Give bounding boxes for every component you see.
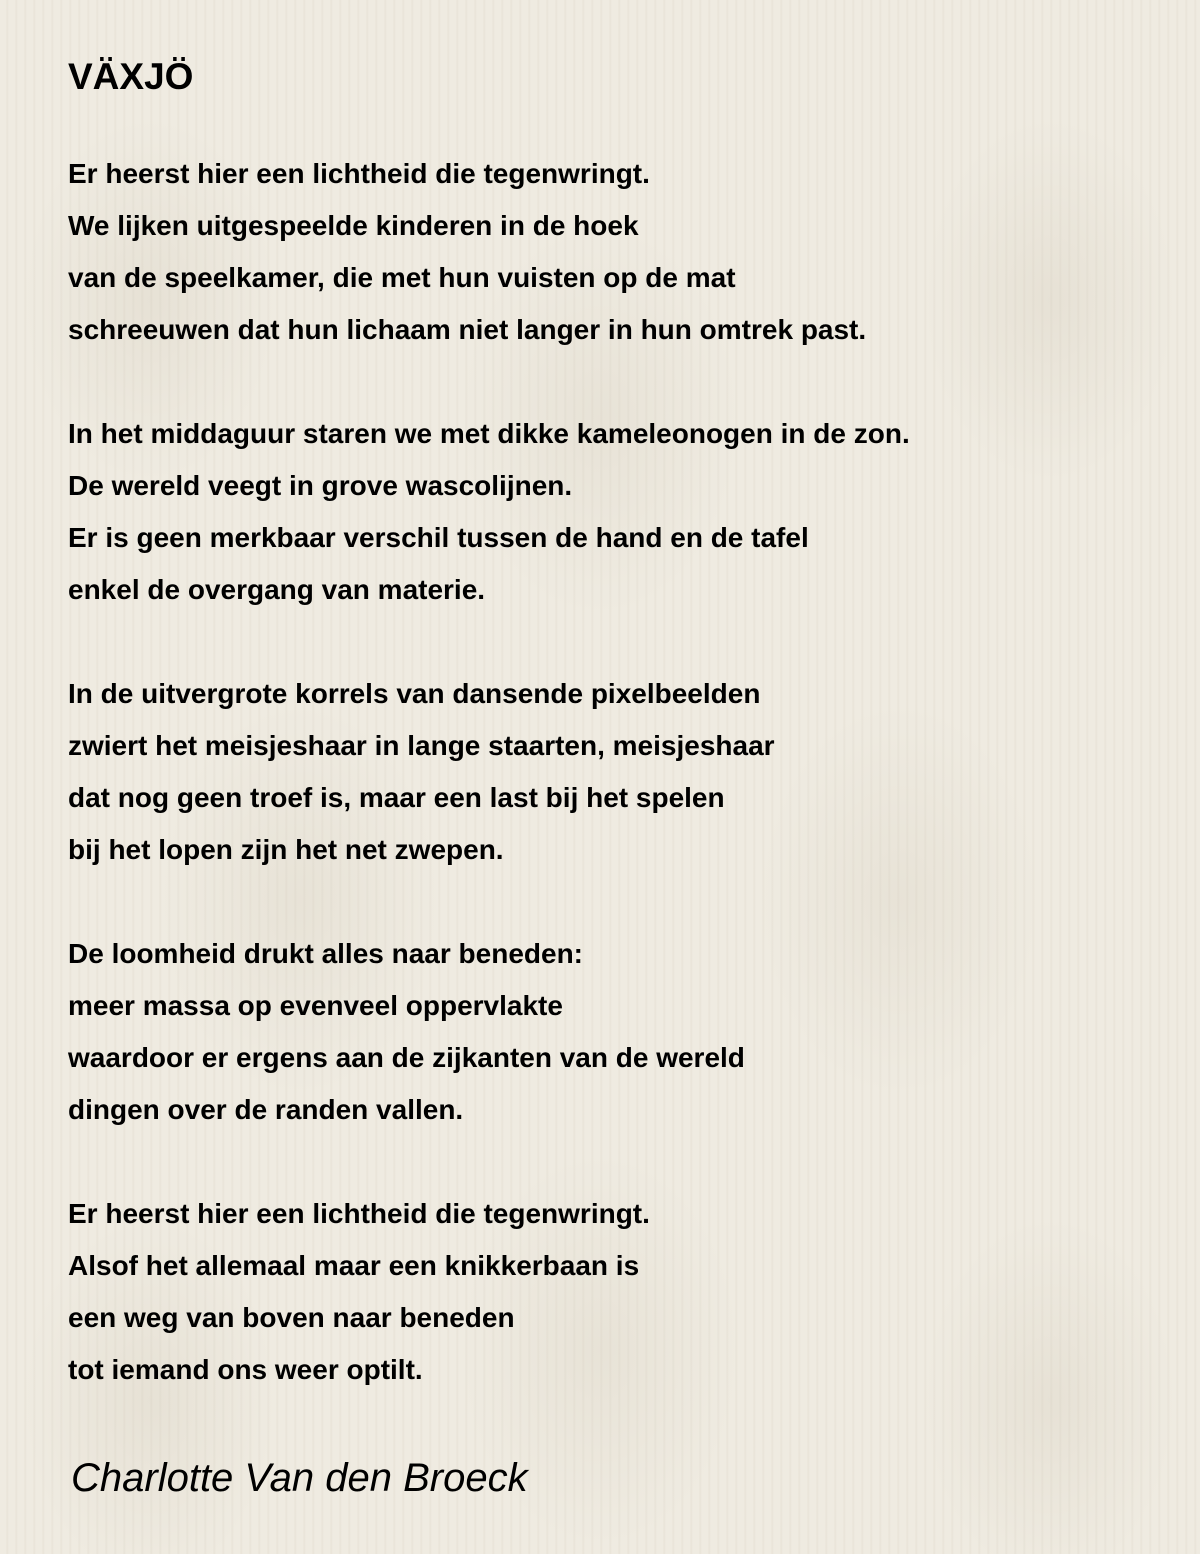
poem-line: We lijken uitgespeelde kinderen in de hoek [68,210,639,241]
poem-line: tot iemand ons weer optilt. [68,1354,423,1385]
poem-line: enkel de overgang van materie. [68,574,486,605]
poem-line: De wereld veegt in grove wascolijnen. [68,470,573,501]
poem-line: waardoor er ergens aan de zijkanten van de wereld [68,1042,745,1073]
poem-line: dingen over de randen vallen. [68,1094,464,1125]
stanza [68,1188,1168,1396]
stanza [68,148,1168,356]
poem-line: schreeuwen dat hun lichaam niet langer in hun omtrek past. [68,314,867,345]
poem-title: VÄXJÖ [68,56,194,97]
poem-line: Alsof het allemaal maar een knikkerbaan is [68,1250,640,1281]
poem-line: Er is geen merkbaar verschil tussen de hand en de tafel [68,522,809,553]
stanza [68,928,1168,1136]
poem-line: In het middaguur staren we met dikke kameleonogen in de zon. [68,418,910,449]
poem-line: een weg van boven naar beneden [68,1302,515,1333]
poem-line: meer massa op evenveel oppervlakte [68,990,563,1021]
poem-line: bij het lopen zijn het net zwepen. [68,834,504,865]
poem-line: dat nog geen troef is, maar een last bij het spelen [68,782,725,813]
poem-line: De loomheid drukt alles naar beneden: [68,938,584,969]
poem-line: Er heerst hier een lichtheid die tegenwringt. [68,158,650,189]
poem-line: Er heerst hier een lichtheid die tegenwringt. [68,1198,650,1229]
poem-line: In de uitvergrote korrels van dansende pixelbeelden [68,678,761,709]
poem-author: Charlotte Van den Broeck [71,1456,528,1500]
stanza [68,408,1168,616]
poem-line: van de speelkamer, die met hun vuisten op de mat [68,262,736,293]
stanza [68,668,1168,876]
poem-line: zwiert het meisjeshaar in lange staarten, meisjeshaar [68,730,775,761]
